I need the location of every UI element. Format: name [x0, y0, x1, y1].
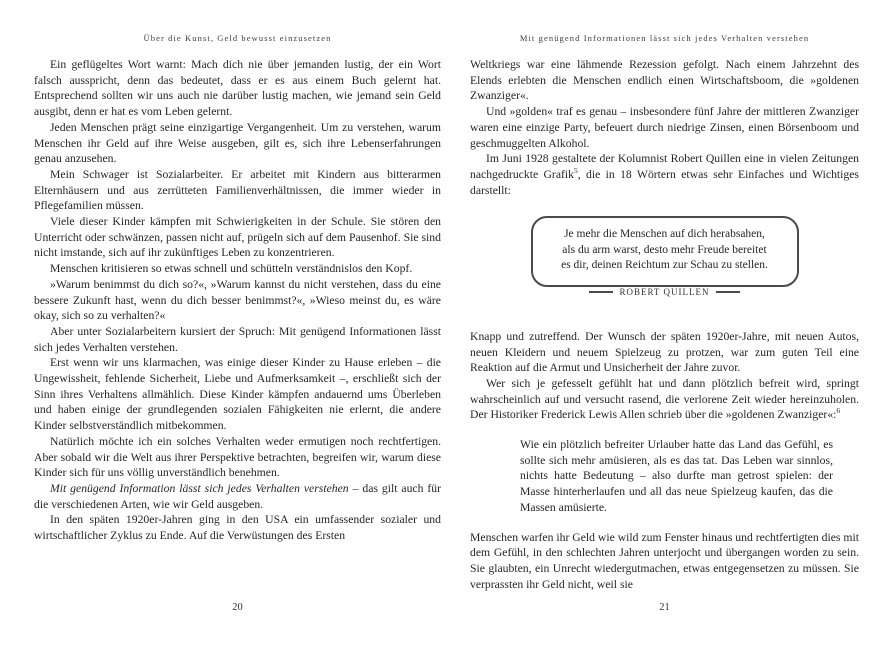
footnote-marker: 6 [836, 406, 841, 416]
text-segment: Knapp und zutreffend. Der Wunsch der späten 1920er-Jahre, mit neuen Autos, neuen Kleidern und neuem Spielzeug zu protzen, war zum guten Teil eine Reaktion auf die Armut und Unsicherheit der Jahre zuvor. [470, 329, 859, 375]
text-segment: Im Juni 1928 gestaltete der Kolumnist Robert Quillen eine in vielen Zeitungen nachgedruckte Grafik [470, 152, 859, 181]
attribution-rule-right [716, 291, 740, 293]
text-segment: Weltkriegs war eine lähmende Rezession gefolgt. Nach einem Jahrzehnt des Elends erlebten die Menschen endlich einen Wirtschaftsboom, die »goldenen Zwanziger«. [470, 58, 859, 103]
paragraph [470, 376, 859, 423]
paragraph [34, 214, 441, 261]
paragraph [34, 277, 441, 324]
right-running-head: Mit genügend Informationen lässt sich jedes Verhalten verstehen [519, 33, 810, 43]
attribution-rule-left [589, 291, 613, 293]
text-segment: Und »golden« traf es genau – insbesondere fünf Jahre der mittleren Zwanziger waren eine einzige Party, befeuert durch niedrige Zinsen, einen Börsenboom und geschmuggelten Alkohol. [470, 105, 859, 150]
block-quote-paragraph [470, 437, 859, 516]
text-segment: Jeden Menschen prägt seine einzigartige Vergangenheit. Um zu verstehen, warum Menschen ihr Geld auf ihre Weise ausgeben, gilt es, sich ihre Lebenserfahrungen genau anzusehen. [34, 120, 441, 166]
paragraph [470, 104, 859, 151]
text-segment: Menschen kritisieren so etwas schnell und schütteln verständnislos den Kopf. [50, 262, 413, 276]
text-segment: Mein Schwager ist Sozialarbeiter. Er arbeitet mit Kindern aus bitterarmen Elternhäusern und aus zerrütteten Familienverhältnissen, die immer wieder in Pflegefamilien müssen. [34, 167, 441, 213]
text-segment: , die in 18 Wörtern etwas sehr Einfaches und Wichtiges darstellt: [470, 167, 859, 197]
text-segment: Wer sich je gefesselt gefühlt hat und dann plötzlich befreit wird, springt wahrscheinlich auf und versucht rasend, die verlorene Zeit wieder hereinzuholen. Der Historiker Frederick Lewis Allen schrieb über die »goldenen Zwanziger«: [470, 376, 859, 422]
paragraph [470, 57, 859, 104]
text-segment: Menschen warfen ihr Geld wie wild zum Fenster hinaus und rechtfertigten dies mit dem Gefühl, in den schlechten Jahren unterjocht und übergangen worden zu sein. Sie glaubten, ein Unrecht wiedergutmachen, etwas entgegensetzen zu müssen. Sie verprassten ihr Geld nicht, weil sie [470, 530, 859, 591]
quote-box [531, 216, 799, 298]
right-page [470, 0, 859, 648]
text-segment: Natürlich möchte ich ein solches Verhalten weder ermutigen noch rechtfertigen. Aber sobald wir die Welt aus ihrer Perspektive betrachten, begreifen wir, warum diese Kinder sich für uns völlig unverständlich benehmen. [34, 434, 441, 480]
left-page-body [34, 57, 441, 544]
quote-line: als du arm warst, desto mehr Freude bereitet [562, 243, 767, 256]
left-page [34, 0, 441, 648]
text-segment: »Warum benimmst du dich so?«, »Warum kannst du nicht verstehen, dass du eine bessere Zukunft hast, wenn du dich besser benimmst?«, »Wieso meinst du, es wäre okay, sich so zu verhalten?« [34, 277, 441, 323]
footnote-marker: 5 [574, 166, 578, 176]
text-segment: Wie ein plötzlich befreiter Urlauber hatte das Land das Gefühl, es sollte sich mehr amüsieren, als es das tat. Das Leben war sinnlos, nichts hatte Bedeutung – also durfte man getrost spielen: der Masse hinterherlaufen und all das neue Spielzeug kaufen, das die Massen amüsierte. [520, 438, 833, 514]
text-segment: – das gilt auch für die verschiedenen Arten, wie wir Geld ausgeben. [34, 481, 441, 511]
text-segment: Erst wenn wir uns klarmachen, was einige dieser Kinder zu Hause erleben – die Ungewissheit, fehlende Sicherheit, Liebe und Aufmerksamkeit –, erschließt sich der Sinn ihres Verhaltens allmählich. Diese Kinder kämpfen andauernd ums Überleben und haben einige der grundlegenden sozialen Fähigkeiten nie erlernt, die andere Kinder selbstverständlich mitbekommen. [34, 356, 441, 433]
right-page-body [470, 57, 859, 592]
paragraph [470, 329, 859, 376]
paragraph [34, 434, 441, 481]
paragraph [34, 512, 441, 543]
text-segment: Viele dieser Kinder kämpfen mit Schwierigkeiten in der Schule. Sie stören den Unterricht oder schwänzen, passen nicht auf, prügeln sich auf dem Pausenhof. Sie sind nicht imstande, sich auf ihr zukünftiges Leben zu konzentrieren. [34, 215, 441, 260]
quote-line: Je mehr die Menschen auf dich herabsahen, [564, 228, 765, 241]
text-segment: Aber unter Sozialarbeitern kursiert der Spruch: Mit genügend Informationen lässt sich jedes Verhalten verstehen. [34, 324, 441, 354]
text-segment: Mit genügend Information lässt sich jedes Verhalten verstehen [50, 481, 349, 495]
right-page-number: 21 [659, 602, 670, 613]
left-running-head: Über die Kunst, Geld bewusst einzusetzen [143, 33, 332, 43]
paragraph [34, 167, 441, 214]
paragraph [470, 530, 859, 593]
paragraph [34, 481, 441, 512]
paragraph [34, 120, 441, 167]
paragraph [34, 57, 441, 120]
text-segment: In den späten 1920er-Jahren ging in den USA ein umfassender sozialer und wirtschaftlicher Zyklus zu Ende. Auf die Verwüstungen des Ersten [34, 513, 441, 543]
quote-author: ROBERT QUILLEN [619, 287, 710, 298]
left-page-number: 20 [232, 602, 243, 613]
quote-line: es dir, deinen Reichtum zur Schau zu stellen. [561, 259, 768, 272]
paragraph [34, 355, 441, 434]
paragraph [470, 151, 859, 198]
text-segment: Ein geflügeltes Wort warnt: Mach dich nie über jemanden lustig, der ein Wort falsch ausspricht, denn das bedeutet, dass er es aus einem Buch gelernt hat. Entsprechend sollten wir uns auch nie darüber lustig machen, wie jemand sein Geld ausgibt, denn er hat es vom Leben gelernt. [34, 58, 441, 119]
paragraph [34, 324, 441, 355]
paragraph [34, 261, 441, 277]
quote-attribution [533, 285, 797, 301]
